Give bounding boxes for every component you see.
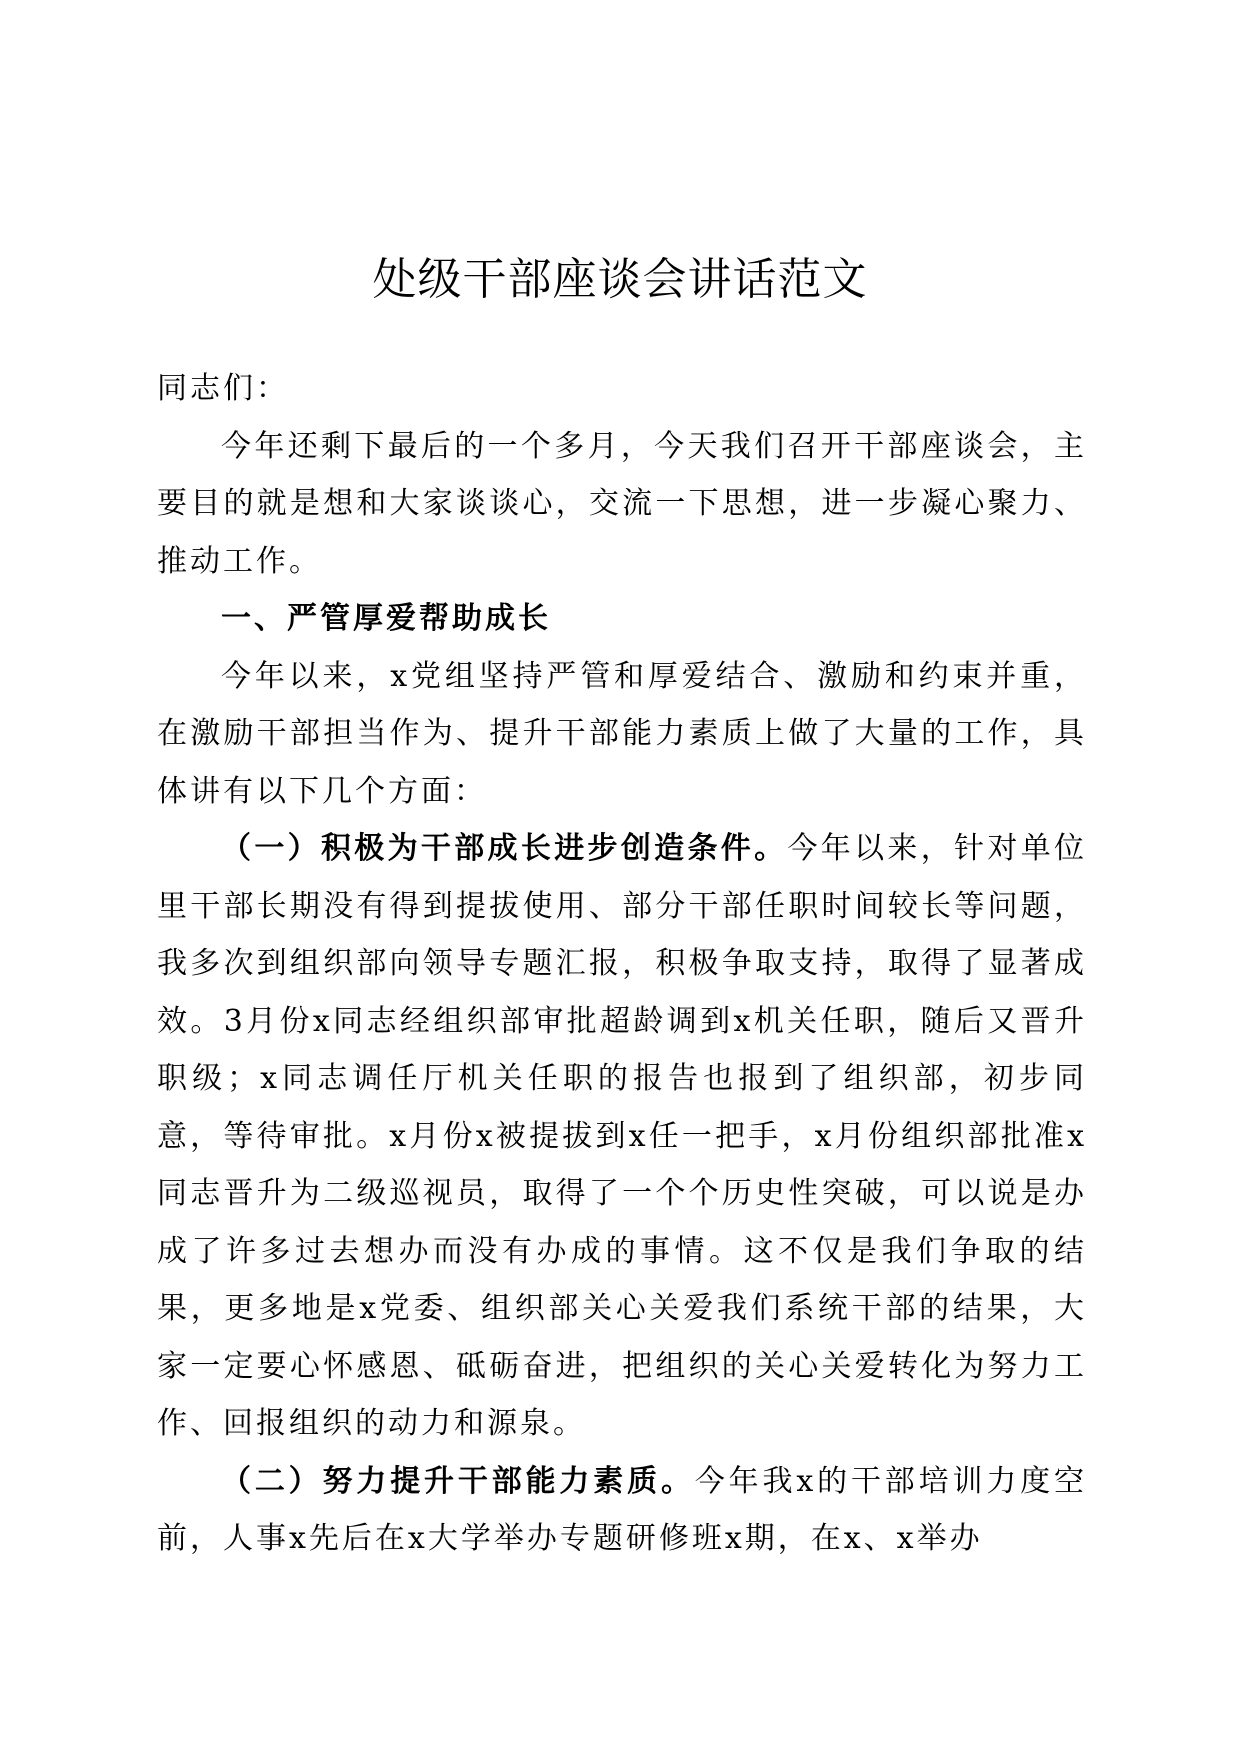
item-text-2: 今年我x的干部培训力度空前，人事x先后在x大学举办专题研修班x期，在x、x举办 — [157, 1463, 1088, 1556]
item-text-1: 今年以来，针对单位里干部长期没有得到提拔使用、部分干部任职时间较长等问题，我多次到组织部向领导专题汇报，积极争取支持，取得了显著成效。3月份x同志经组织部审批超龄调到x机关任职，随后又晋升职级；x同志调任厅机关任职的报告也报到了组织部，初步同意，等待审批。x月份x被提拔到x任一把手，x月份组织部批准x同志晋升为二级巡视员，取得了一个个历史性突破，可以说是办成了许多过去想办而没有办成的事情。这不仅是我们争取的结果，更多地是x党委、组织部关心关爱我们系统干部的结果，大家一定要心怀感恩、砥砺奋进，把组织的关心关爱转化为努力工作、回报组织的动力和源泉。 — [157, 831, 1088, 1441]
document-title: 处级干部座谈会讲话范文 — [372, 254, 868, 305]
item-lead-1: （一）积极为干部成长进步创造条件。 — [221, 831, 788, 866]
intro-paragraph: 今年还剩下最后的一个多月，今天我们召开干部座谈会，主要目的就是想和大家谈谈心，交流一下思想，进一步凝心聚力、推动工作。 — [157, 428, 1087, 579]
salutation: 同志们： — [157, 371, 289, 406]
document-body — [157, 360, 1087, 1568]
section-heading: 一、严管厚爱帮助成长 — [221, 601, 551, 636]
item-paragraph-1 — [157, 820, 1087, 1453]
section-intro-paragraph: 今年以来，x党组坚持严管和厚爱结合、激励和约束并重，在激励干部担当作为、提升干部能力素质上做了大量的工作，具体讲有以下几个方面： — [157, 658, 1087, 809]
item-lead-2: （二）努力提升干部能力素质。 — [221, 1463, 695, 1499]
item-paragraph-2 — [157, 1453, 1087, 1568]
